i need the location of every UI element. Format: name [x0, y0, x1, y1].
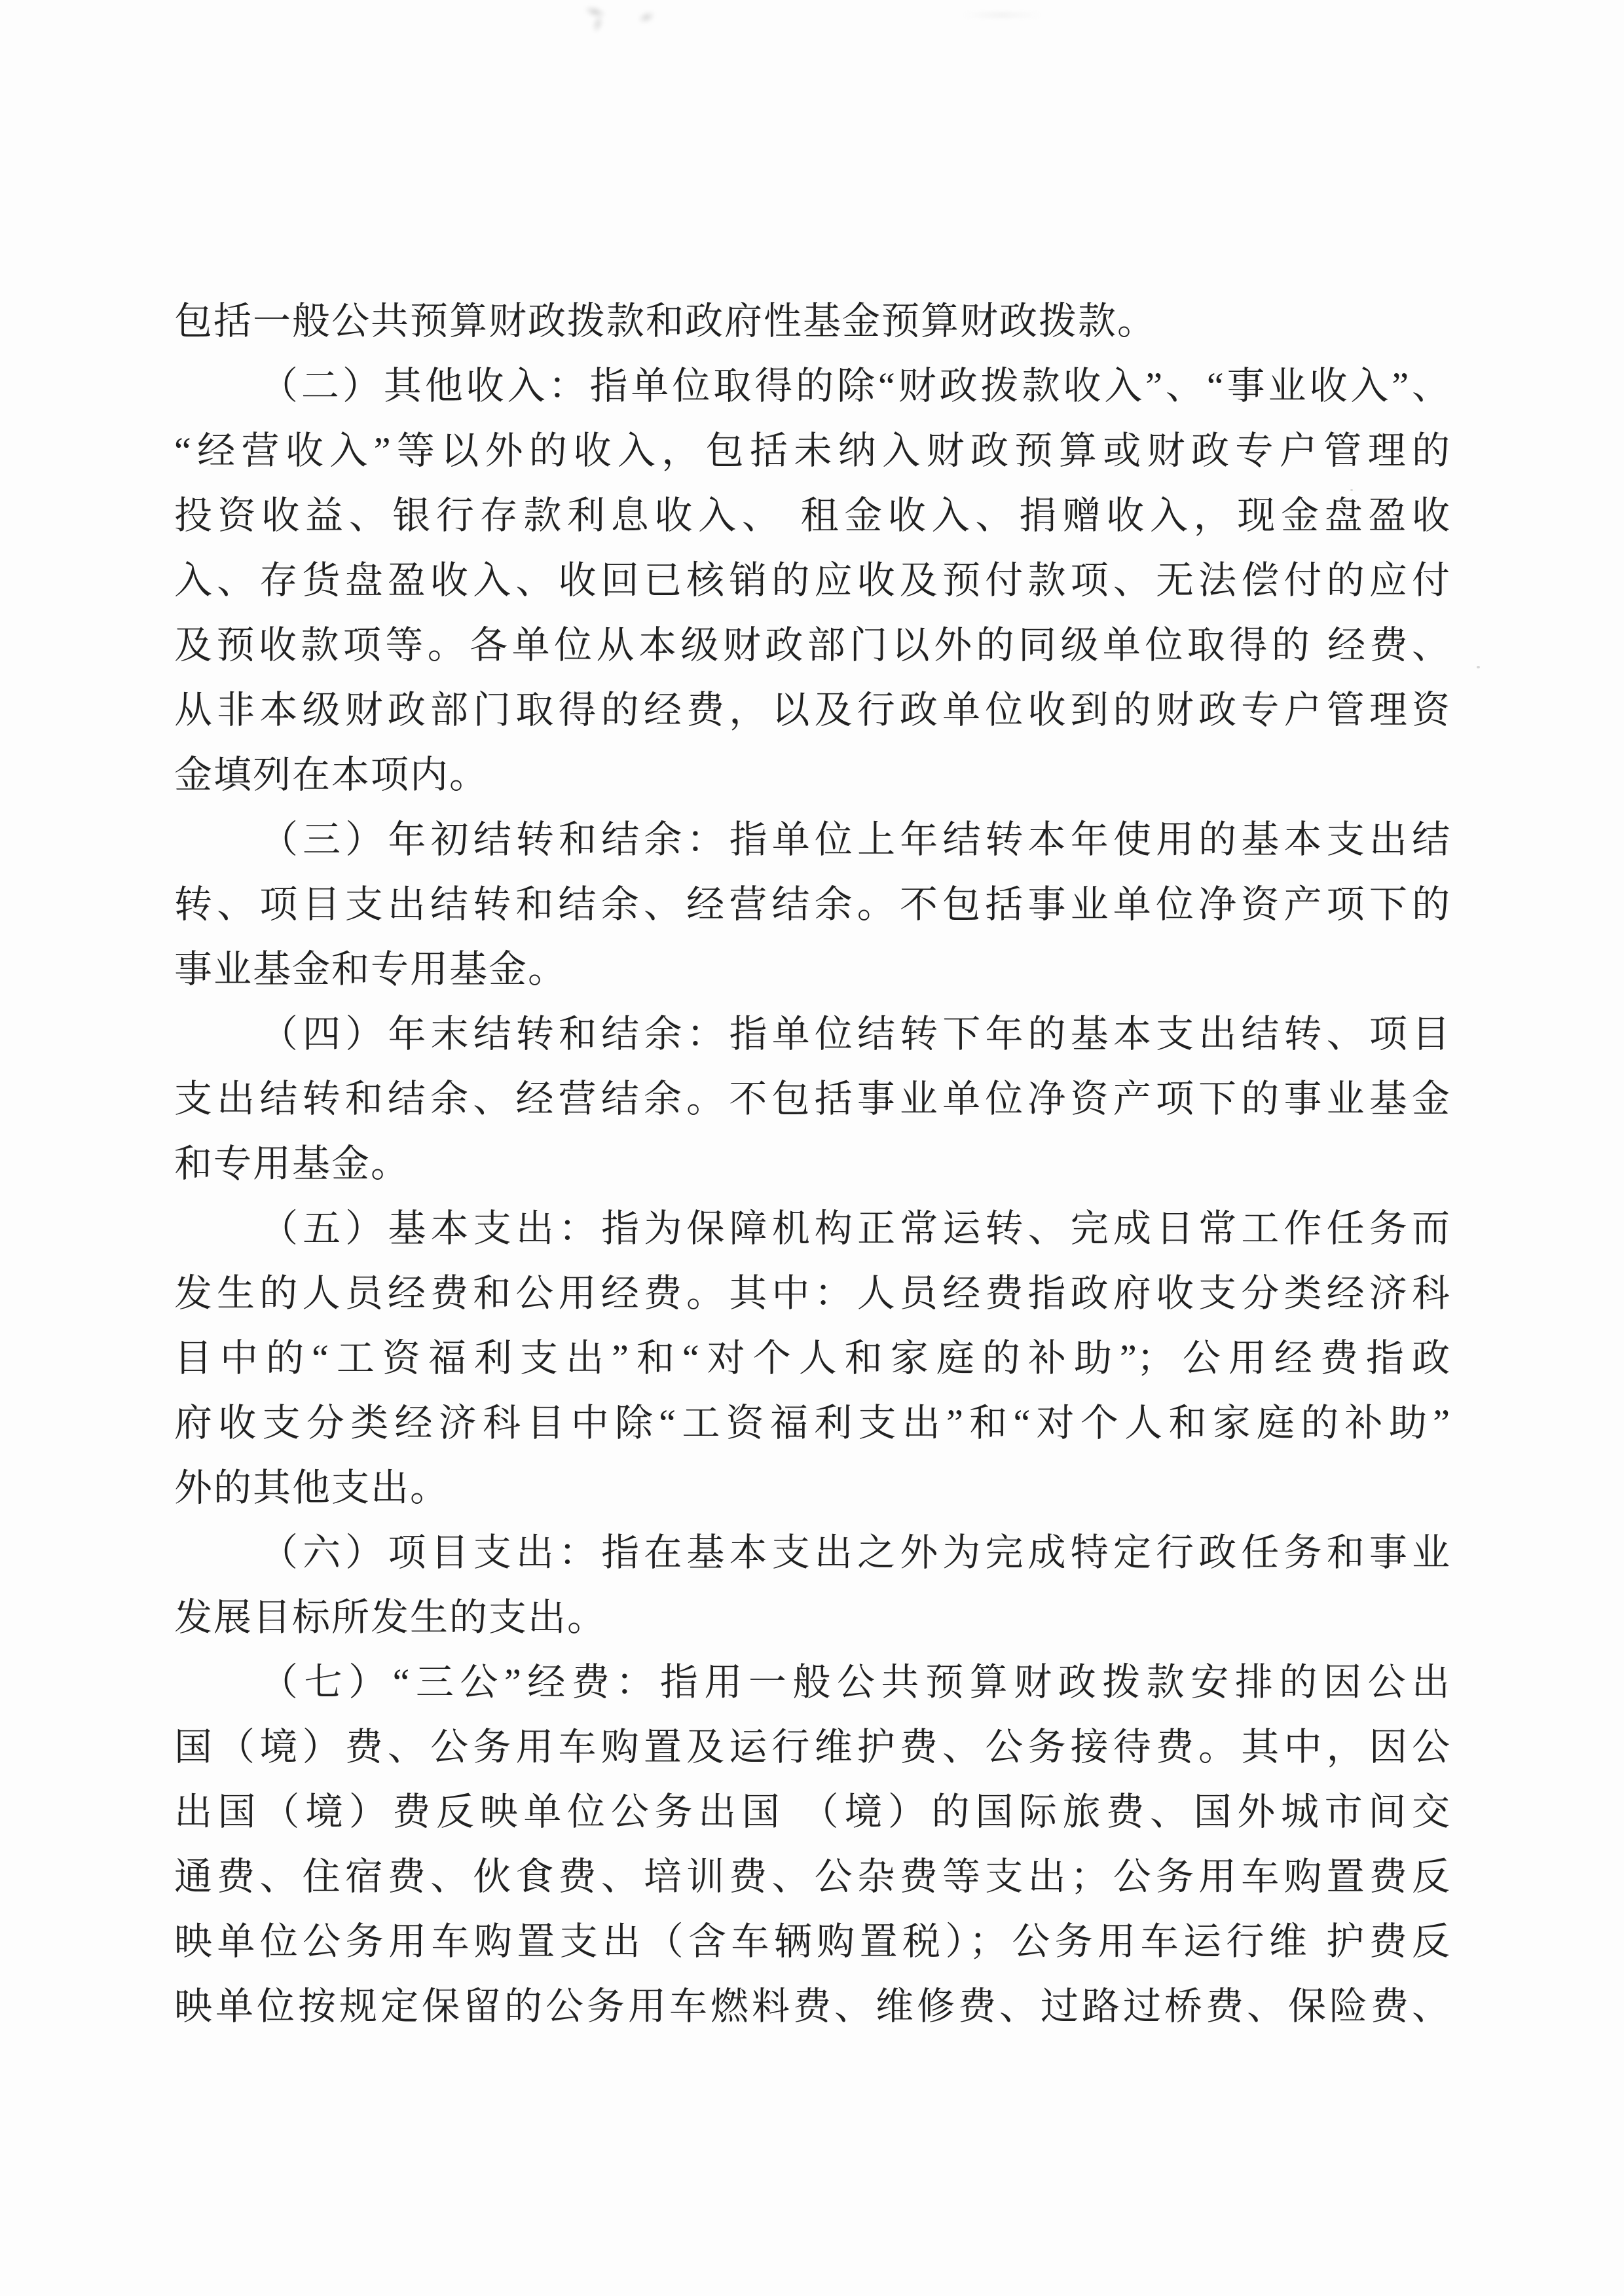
scan-smudge	[631, 2, 666, 34]
text-line: 事业基金和专用基金。	[174, 948, 568, 991]
text-line: 和专用基金。	[174, 1142, 411, 1185]
text-line: 及预收款项等。各单位从本级财政部门以外的同级单位取得的 经费、	[174, 624, 1450, 666]
text-line: 外的其他支出。	[174, 1467, 450, 1509]
scan-smudge	[572, 0, 621, 40]
text-line: （二）其他收入：指单位取得的除“财政拨款收入”、“事业收入”、	[260, 365, 1450, 407]
text-line: “经营收入”等以外的收入，包括未纳入财政预算或财政专户管理的	[174, 429, 1450, 472]
text-line: 发展目标所发生的支出。	[174, 1596, 607, 1639]
scan-smudge	[963, 12, 1041, 18]
text-line: 支出结转和结余、经营结余。不包括事业单位净资产项下的事业基金	[174, 1078, 1450, 1120]
text-line: 目中的“工资福利支出”和“对个人和家庭的补助”；公用经费指政	[174, 1337, 1450, 1379]
text-line: 映单位公务用车购置支出（含车辆购置税）；公务用车运行维 护费反	[174, 1920, 1450, 1963]
text-line: （四）年末结转和结余：指单位结转下年的基本支出结转、项目	[260, 1013, 1450, 1055]
text-line: （五）基本支出：指为保障机构正常运转、完成日常工作任务而	[260, 1207, 1450, 1250]
text-line: （七）“三公”经费：指用一般公共预算财政拨款安排的因公出	[260, 1661, 1450, 1704]
text-line: 金填列在本项内。	[174, 754, 489, 796]
text-line: （三）年初结转和结余：指单位上年结转本年使用的基本支出结	[260, 818, 1450, 861]
text-line: 入、存货盘盈收入、收回已核销的应收及预付款项、无法偿付的应付	[174, 559, 1450, 602]
text-line: 投资收益、银行存款利息收入、 租金收入、捐赠收入，现金盘盈收	[174, 494, 1450, 537]
text-line: 发生的人员经费和公用经费。其中：人员经费指政府收支分类经济科	[174, 1272, 1450, 1315]
text-line: 包括一般公共预算财政拨款和政府性基金预算财政拨款。	[174, 300, 1157, 342]
text-line: 府收支分类经济科目中除“工资福利支出”和“对个人和家庭的补助”	[174, 1402, 1450, 1444]
text-line: （六）项目支出：指在基本支出之外为完成特定行政任务和事业	[260, 1531, 1450, 1574]
text-line: 映单位按规定保留的公务用车燃料费、维修费、过路过桥费、保险费、	[174, 1985, 1450, 2028]
text-line: 国（境）费、公务用车购置及运行维护费、公务接待费。其中，因公	[174, 1726, 1450, 1768]
text-line: 出国（境）费反映单位公务出国 （境）的国际旅费、国外城市间交	[174, 1791, 1450, 1833]
scan-speck	[1477, 666, 1480, 668]
text-line: 通费、住宿费、伙食费、培训费、公杂费等支出；公务用车购置费反	[174, 1855, 1450, 1898]
text-line: 转、项目支出结转和结余、经营结余。不包括事业单位净资产项下的	[174, 883, 1450, 926]
text-block	[174, 289, 1450, 2039]
text-line: 从非本级财政部门取得的经费，以及行政单位收到的财政专户管理资	[174, 689, 1450, 731]
